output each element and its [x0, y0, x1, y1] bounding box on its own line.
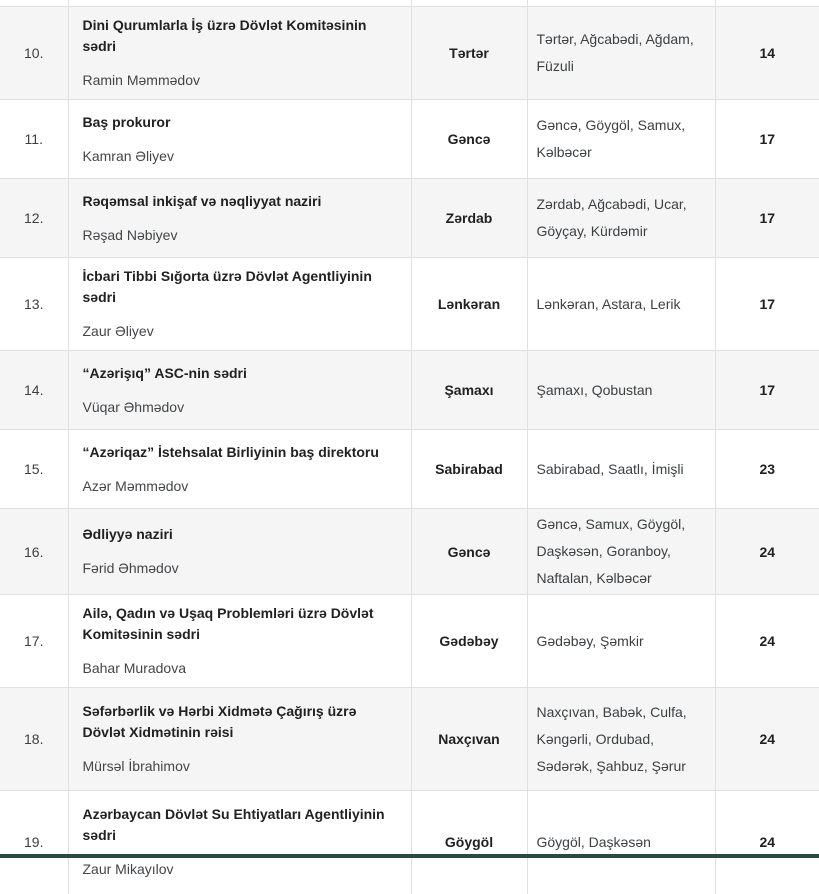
row-number: 16.	[0, 509, 68, 595]
official-cell	[68, 179, 411, 258]
city-cell: Gədəbəy	[411, 595, 527, 688]
official-title: Dini Qurumlarla İş üzrə Dövlət Komitəsinin sədri	[82, 17, 367, 54]
official-cell	[68, 100, 411, 179]
official-cell	[68, 430, 411, 509]
count-cell: 17	[715, 351, 819, 430]
regions-cell: Zərdab, Ağcabədi, Ucar, Göyçay, Kürdəmir	[527, 179, 715, 258]
row-number: 11.	[0, 100, 68, 179]
regions-cell: Gədəbəy, Şəmkir	[527, 595, 715, 688]
official-title: Rəqəmsal inkişaf və nəqliyyat naziri	[82, 192, 322, 209]
row-number: 18.	[0, 688, 68, 791]
table-row	[0, 595, 819, 688]
table-row	[0, 688, 819, 791]
row-number: 14.	[0, 351, 68, 430]
regions-cell: Göygöl, Daşkəsən	[527, 791, 715, 894]
regions-cell: Lənkəran, Astara, Lerik	[527, 258, 715, 351]
city-cell: Naxçıvan	[411, 688, 527, 791]
official-name: Vüqar Əhmədov	[82, 398, 185, 415]
table-row	[0, 791, 819, 894]
city-cell: Gəncə	[411, 509, 527, 595]
table-row	[0, 7, 819, 100]
official-cell	[68, 595, 411, 688]
official-title: İcbari Tibbi Sığorta üzrə Dövlət Agentliyinin sədri	[82, 268, 372, 305]
official-name: Bahar Muradova	[82, 660, 187, 676]
row-number: 10.	[0, 7, 68, 100]
city-cell: Sabirabad	[411, 430, 527, 509]
official-cell	[68, 7, 411, 100]
count-cell: 17	[715, 258, 819, 351]
regions-cell: Naxçıvan, Babək, Culfa, Kəngərli, Ordubad, Sədərək, Şahbuz, Şərur	[527, 688, 715, 791]
regions-cell: Gəncə, Göygöl, Samux, Kəlbəcər	[527, 100, 715, 179]
table-row	[0, 509, 819, 595]
count-cell: 17	[715, 179, 819, 258]
official-name: Zaur Əliyev	[82, 323, 154, 339]
table-row	[0, 258, 819, 351]
count-cell: 24	[715, 688, 819, 791]
official-name: Ramin Məmmədov	[82, 72, 200, 88]
city-cell: Tərtər	[411, 7, 527, 100]
city-cell: Göygöl	[411, 791, 527, 894]
official-title: Baş prokuror	[82, 113, 171, 130]
table-row	[0, 351, 819, 430]
count-cell: 24	[715, 509, 819, 595]
count-cell: 14	[715, 7, 819, 100]
official-title: Azərbaycan Dövlət Su Ehtiyatları Agentliyinin sədri	[82, 806, 385, 844]
row-number: 17.	[0, 595, 68, 688]
official-title: Ailə, Qadın və Uşaq Problemləri üzrə Dövlət Komitəsinin sədri	[82, 605, 374, 642]
city-cell: Gəncə	[411, 100, 527, 179]
regions-cell: Gəncə, Samux, Göygöl, Daşkəsən, Goranboy, Naftalan, Kəlbəcər	[527, 509, 715, 595]
official-title: “Azəriqaz” İstehsalat Birliyinin baş direktoru	[82, 443, 379, 460]
count-cell: 17	[715, 100, 819, 179]
official-title: Ədliyyə naziri	[82, 526, 173, 542]
count-cell: 24	[715, 791, 819, 894]
regions-cell: Tərtər, Ağcabədi, Ağdam, Füzuli	[527, 7, 715, 100]
row-number: 19.	[0, 791, 68, 894]
city-cell: Zərdab	[411, 179, 527, 258]
official-name: Zaur Mikayılov	[82, 861, 174, 878]
official-name: Kamran Əliyev	[82, 147, 174, 164]
official-cell	[68, 351, 411, 430]
official-cell	[68, 791, 411, 894]
official-cell	[68, 688, 411, 791]
official-name: Mürsəl İbrahimov	[82, 758, 190, 774]
count-cell: 24	[715, 595, 819, 688]
city-cell: Şamaxı	[411, 351, 527, 430]
official-name: Rəşad Nəbiyev	[82, 226, 178, 243]
city-cell: Lənkəran	[411, 258, 527, 351]
official-title: “Azərişıq” ASC-nin sədri	[82, 364, 247, 381]
row-number: 13.	[0, 258, 68, 351]
official-cell	[68, 258, 411, 351]
regions-cell: Sabirabad, Saatlı, İmişli	[527, 430, 715, 509]
row-number: 12.	[0, 179, 68, 258]
official-cell	[68, 509, 411, 595]
official-title: Səfərbərlik və Hərbi Xidmətə Çağırış üzrə Dövlət Xidmətinin rəisi	[82, 703, 357, 740]
table-row	[0, 100, 819, 179]
bottom-accent-bar	[0, 854, 819, 858]
official-name: Azər Məmmədov	[82, 477, 189, 494]
row-number: 15.	[0, 430, 68, 509]
table-row	[0, 430, 819, 509]
regions-cell: Şamaxı, Qobustan	[527, 351, 715, 430]
count-cell: 23	[715, 430, 819, 509]
official-name: Fərid Əhmədov	[82, 560, 179, 576]
table-row	[0, 179, 819, 258]
